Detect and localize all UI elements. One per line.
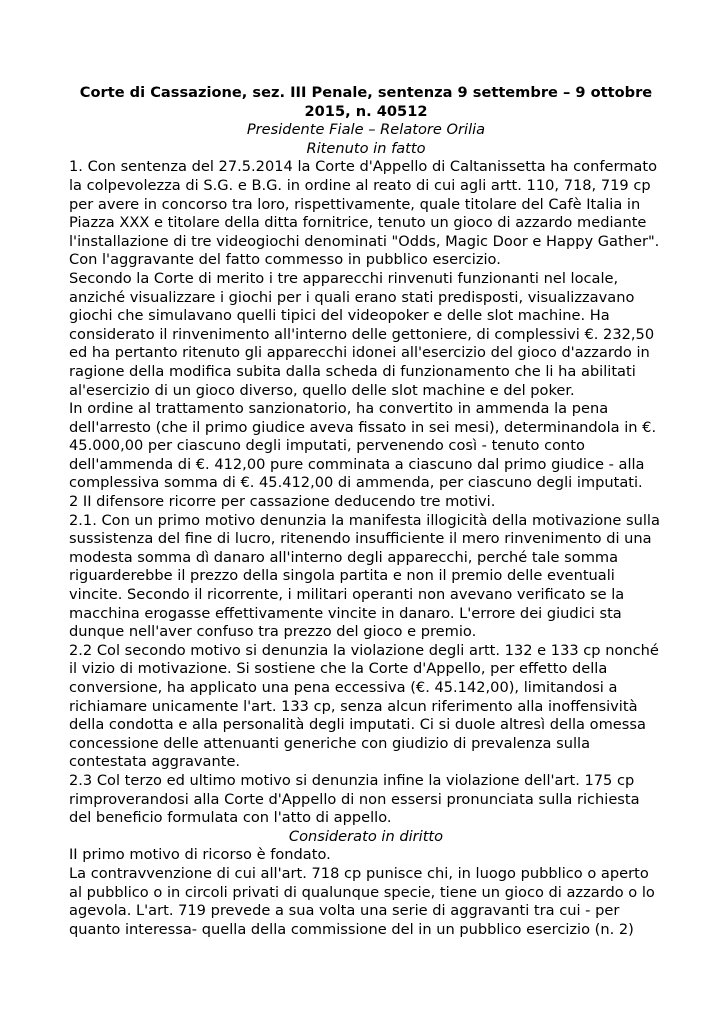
president-rapporteur-line: Presidente Fiale – Relatore Orilia xyxy=(246,121,486,139)
paragraph: 2.2 Col secondo motivo si denunzia la violazione degli artt. 132 e 133 cp nonché il vizio di motivazione. Si sostiene che la Corte d'Appello, per effetto della conversione, ha applicato una pena eccessiva (€. 45.142,00), limitandosi a richiamare unicamente l'art. 133 cp, senza alcun riferimento alla inoffensività della condotta e alla personalità degli imputati. Ci si duole altresì della omessa concessione delle attenuanti generiche con giudizio di prevalenza sulla contestata aggravante. xyxy=(69,641,659,771)
paragraph: 2 II difensore ricorre per cassazione deducendo tre motivi. xyxy=(69,493,496,511)
paragraph: In ordine al trattamento sanzionatorio, ha convertito in ammenda la pena dell'arresto (che il primo giudice aveva fissato in sei mesi), determinandola in €. 45.000,00 per ciascuno degli imputati, pervenendo così - tenuto conto dell'ammenda di €. 412,00 pure comminata a ciascuno dal primo giudice - alla complessiva somma di €. 45.412,00 di ammenda, per ciascuno degli imputati. xyxy=(69,400,657,492)
section-heading-diritto: Considerato in diritto xyxy=(288,827,444,845)
section-heading-fatto: Ritenuto in fatto xyxy=(306,139,426,157)
paragraph: II primo motivo di ricorso è fondato. xyxy=(69,846,331,864)
paragraph: Secondo la Corte di merito i tre apparecchi rinvenuti funzionanti nel locale, anziché visualizzare i giochi per i quali erano stati predisposti, visualizzavano giochi che simulavano quelli tipici del videopoker e delle slot machine. Ha considerato il rinvenimento all'interno delle gettoniere, di complessivi €. 232,50 ed ha pertanto ritenuto gli apparecchi idonei all'esercizio del gioco d'azzardo in ragione della modifica subita dalla scheda di funzionamento che li ha abilitati al'esercizio di un gioco diverso, quello delle slot machine e del poker. xyxy=(69,269,655,399)
document-title: Corte di Cassazione, sez. III Penale, sentenza 9 settembre – 9 ottobre 2015, n. 40512 xyxy=(79,84,653,120)
paragraph: 2.1. Con un primo motivo denunzia la manifesta illogicità della motivazione sulla sussistenza del fine di lucro, ritenendo insufficiente il mero rinvenimento di una modesta somma dì danaro all'interno degli apparecchi, perché tale somma riguarderebbe il prezzo della singola partita e non il premio delle eventuali vincite. Secondo il ricorrente, i militari operanti non avevano verificato se la macchina erogasse effettivamente vincite in danaro. L'errore dei giudici sta dunque nell'aver confuso tra prezzo del gioco e premio. xyxy=(69,511,660,641)
document-page xyxy=(69,84,663,939)
paragraph: 1. Con sentenza del 27.5.2014 la Corte d'Appello di Caltanissetta ha confermato la colpevolezza di S.G. e B.G. in ordine al reato di cui agli artt. 110, 718, 719 cp per avere in concorso tra loro, rispettivamente, quale titolare del Cafè Italia in Piazza XXX e titolare della ditta fornitrice, tenuto un gioco di azzardo mediante l'installazione di tre videogiochi denominati "Odds, Magic Door e Happy Gather". Con l'aggravante del fatto commesso in pubblico esercizio. xyxy=(69,158,660,269)
paragraph: La contravvenzione di cui all'art. 718 cp punisce chi, in luogo pubblico o aperto al pubblico o in circoli privati di qualunque specie, tiene un gioco di azzardo o lo agevola. L'art. 719 prevede a sua volta una serie di aggravanti tra cui - per quanto interessa- quella della commissione del in un pubblico esercizio (n. 2) xyxy=(69,864,655,938)
paragraph: 2.3 Col terzo ed ultimo motivo si denunzia infine la violazione dell'art. 175 cp rimproverandosi alla Corte d'Appello di non essersi pronunciata sulla richiesta del beneficio formulata con l'atto di appello. xyxy=(69,771,640,827)
